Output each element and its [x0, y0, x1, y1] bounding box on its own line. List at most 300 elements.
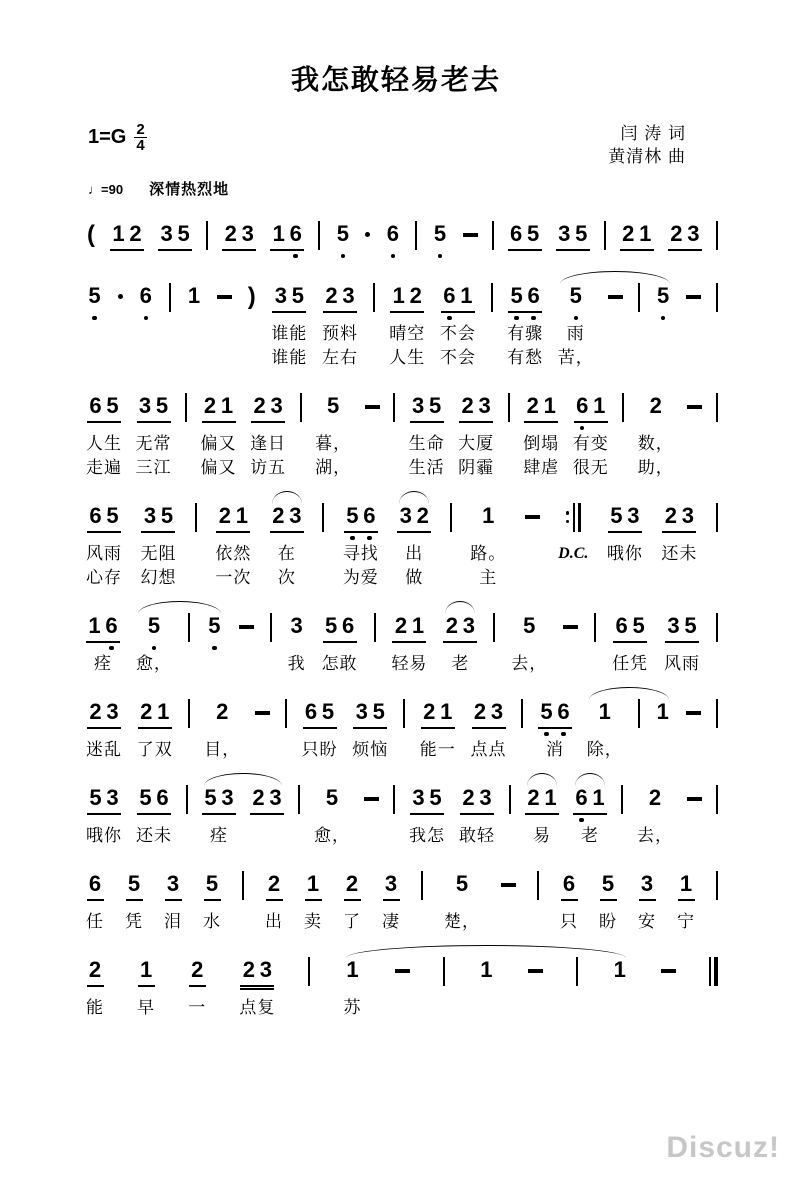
notation-zone	[443, 956, 445, 988]
dash-note	[364, 771, 379, 849]
note-group	[140, 489, 176, 591]
octave-dot-cell	[137, 816, 154, 825]
beam-underline	[538, 727, 572, 729]
notation-zone	[206, 612, 223, 644]
note-group	[638, 379, 674, 481]
arc-zone	[186, 771, 188, 784]
barline	[188, 685, 190, 763]
beam-underline	[323, 311, 357, 313]
note-digit: 1	[656, 699, 669, 724]
duration-dash	[686, 295, 701, 299]
digit-row	[202, 784, 236, 811]
lyric-syllable: 倒塌	[523, 434, 560, 453]
note-digit: 3	[412, 393, 425, 418]
arc-zone	[440, 269, 476, 282]
octave-dot-cell	[620, 252, 637, 261]
digit-stack	[384, 220, 401, 247]
notation-zone	[145, 612, 162, 644]
beam-underline	[137, 813, 171, 815]
octave-dot-cell	[476, 424, 493, 433]
arc-zone	[86, 269, 103, 282]
note-digit: 5	[89, 785, 102, 810]
beam-underline	[441, 311, 475, 313]
arc-zone	[110, 207, 144, 220]
note-digit: 5	[433, 221, 447, 246]
lyric-syllable: 迷乱	[86, 740, 122, 759]
arc-zone	[409, 379, 445, 392]
arc-zone	[560, 857, 578, 870]
octave-dot-zone	[288, 644, 306, 653]
low-octave-dot	[92, 316, 97, 321]
digit-stack	[165, 870, 182, 901]
octave-dot-cell	[334, 252, 351, 261]
octave-dot-zone	[421, 902, 423, 911]
beam-underline	[620, 249, 654, 251]
octave-dot-cell	[305, 902, 322, 911]
arc-zone	[450, 489, 452, 502]
octave-dot-cell	[410, 816, 427, 825]
arc-zone	[304, 857, 322, 870]
digit-row	[145, 612, 162, 639]
bar-group	[709, 956, 718, 986]
beam-underline	[250, 813, 284, 815]
arc-zone	[622, 379, 624, 392]
octave-dot-cell	[87, 534, 104, 543]
digit-row	[270, 220, 304, 247]
arc-zone	[247, 269, 257, 282]
octave-dot-cell	[104, 534, 121, 543]
octave-dot-zone	[300, 424, 302, 433]
note-digit: 1	[460, 283, 473, 308]
arc-zone	[334, 207, 351, 220]
arc-zone	[661, 943, 676, 956]
digit-stack	[141, 502, 175, 533]
notation-zone	[421, 698, 455, 730]
notation-zone	[608, 502, 642, 534]
lyric-syllable: 肆虐	[523, 458, 560, 477]
notation-zone	[647, 392, 664, 424]
beam-underline	[383, 899, 400, 901]
lyric-syllable: 宁	[677, 912, 695, 931]
arc-zone	[508, 379, 510, 392]
beam-underline	[323, 641, 357, 643]
digit-row	[240, 956, 274, 983]
notation-zone	[270, 612, 272, 644]
digit-stack	[478, 956, 495, 983]
digit-row	[478, 956, 495, 983]
notation-zone	[86, 282, 103, 314]
digit-stack	[525, 784, 559, 815]
digit-row	[137, 282, 154, 309]
lyric-syllable: 苦，	[557, 348, 594, 367]
note-digit: 2	[88, 957, 102, 982]
octave-dot-zone	[716, 644, 718, 653]
low-octave-dot	[531, 316, 536, 321]
arc-zone	[318, 207, 320, 220]
digit-row	[596, 698, 613, 725]
sheet-music-page	[0, 58, 792, 1164]
octave-dot-cell	[454, 902, 471, 911]
lyric-syllable: 无阻	[140, 544, 177, 563]
system-3	[86, 379, 718, 481]
lyric-syllable: 泪	[164, 912, 182, 931]
duration-dash	[661, 969, 676, 973]
arc-zone	[420, 685, 456, 698]
digit-stack	[600, 870, 617, 901]
arc-zone	[239, 943, 275, 956]
arc-zone	[594, 599, 596, 612]
note-group	[599, 857, 617, 935]
octave-dot-zone	[86, 730, 122, 739]
octave-dot-cell	[390, 314, 407, 323]
notation-zone	[600, 870, 617, 902]
notation-zone	[141, 502, 175, 534]
duration-dash	[463, 233, 478, 237]
octave-dot-zone	[573, 816, 607, 825]
octave-dot-zone	[501, 902, 516, 911]
notation-zone	[242, 870, 244, 902]
arc-zone	[687, 379, 702, 392]
note-group	[201, 379, 237, 481]
note-group	[265, 857, 283, 935]
notation-zone	[537, 870, 539, 902]
digit-stack	[508, 282, 542, 313]
digit-stack	[87, 956, 104, 987]
dash-note	[686, 269, 701, 371]
notation-zone	[365, 392, 380, 424]
arc-zone	[509, 771, 511, 784]
note-group	[664, 599, 700, 677]
octave-dot-cell	[158, 252, 175, 261]
arc-zone	[493, 599, 495, 612]
octave-dot-zone	[314, 816, 350, 825]
octave-dot-zone	[242, 902, 244, 911]
notation-zone	[222, 220, 256, 252]
notation-zone	[272, 282, 306, 314]
augmentation-dot	[365, 207, 370, 261]
digit-stack	[561, 870, 578, 901]
notation-zone	[169, 282, 171, 314]
octave-dot-cell	[158, 534, 175, 543]
lyric-syllable: 偏又	[200, 434, 237, 453]
notation-zone	[521, 612, 538, 644]
octave-dot-cell	[392, 644, 409, 653]
barline-mark	[716, 393, 718, 422]
digit-stack	[270, 220, 304, 251]
arc-zone	[204, 685, 240, 698]
note-group	[222, 207, 256, 261]
octave-dot-zone	[432, 252, 449, 261]
note-digit: 5	[455, 871, 469, 896]
notation-zone	[454, 870, 471, 902]
octave-dot-cell	[573, 252, 590, 261]
beam-underline	[272, 311, 306, 313]
octave-dot-zone	[508, 252, 542, 261]
duration-dash	[525, 515, 540, 519]
octave-dot-zone	[202, 816, 236, 825]
lyric-syllable: 安	[638, 912, 656, 931]
octave-dot-zone	[304, 902, 322, 911]
barline	[300, 379, 302, 481]
lyric-syllable: D.C.	[558, 545, 589, 562]
system-5	[86, 599, 718, 677]
note-digit: 6	[156, 785, 169, 810]
barline	[716, 685, 718, 763]
digit-stack	[441, 282, 475, 313]
note-group	[288, 599, 306, 677]
octave-dot-zone	[560, 902, 578, 911]
arc-zone	[458, 379, 494, 392]
octave-dot-zone	[318, 252, 320, 261]
note-digit: 6	[557, 699, 570, 724]
octave-dot-cell	[137, 424, 154, 433]
notation-zone	[647, 784, 664, 816]
lyric-syllable: 出	[265, 912, 283, 931]
note-group	[343, 857, 361, 935]
digit-stack	[665, 612, 699, 643]
note-digit: 5	[684, 613, 697, 638]
digit-row	[538, 698, 572, 725]
notation-zone	[567, 282, 584, 314]
thin-bar	[709, 957, 711, 986]
lyric-syllable: 能	[86, 998, 104, 1017]
octave-dot-zone	[270, 644, 272, 653]
lyric-syllable: 主	[479, 568, 498, 587]
octave-dot-cell	[257, 988, 274, 997]
arc-zone	[415, 207, 417, 220]
digit-stack	[678, 870, 695, 901]
beam-underline	[87, 985, 104, 987]
note-group	[186, 269, 203, 371]
notation-zone	[478, 956, 495, 988]
octave-dot-zone	[444, 902, 480, 911]
octave-dot-zone	[265, 902, 283, 911]
octave-dot-cell	[384, 252, 401, 261]
dash-note	[255, 685, 270, 763]
note-digit: 6	[88, 871, 102, 896]
final-double-bar	[709, 943, 718, 1021]
note-digit: 5	[336, 221, 349, 246]
note-group	[677, 857, 695, 935]
barline	[374, 599, 376, 677]
digit-stack	[596, 698, 613, 725]
digit-stack	[270, 502, 304, 533]
octave-dot-zone	[322, 314, 358, 323]
octave-dot-cell	[421, 730, 438, 739]
octave-dot-zone	[343, 534, 379, 543]
octave-dot-cell	[525, 314, 542, 323]
digit-row	[344, 956, 361, 983]
octave-dot-zone	[118, 314, 123, 323]
notation-zone	[622, 392, 624, 424]
digit-row	[288, 612, 305, 639]
arc-zone	[315, 379, 351, 392]
octave-dot-cell	[138, 730, 155, 739]
digit-stack	[410, 784, 444, 815]
barline-mark	[537, 871, 539, 900]
digit-stack	[574, 392, 608, 423]
octave-dot-cell	[630, 644, 647, 653]
note-group	[432, 207, 449, 261]
digit-stack	[222, 220, 256, 251]
beam-underline	[410, 813, 444, 815]
notation-zone	[491, 282, 493, 314]
octave-dot-zone	[716, 314, 718, 323]
notation-zone	[492, 220, 494, 252]
octave-dot-zone	[638, 902, 656, 911]
digit-row	[186, 282, 203, 309]
digit-row	[574, 392, 608, 419]
thin-bar	[573, 503, 575, 532]
beam-underline	[137, 421, 171, 423]
octave-dot-cell	[104, 730, 121, 739]
notation-zone	[521, 698, 523, 730]
digit-stack	[145, 612, 162, 639]
notation-zone	[186, 784, 188, 816]
octave-dot-cell	[477, 816, 494, 825]
digit-row	[508, 282, 542, 309]
digit-row	[390, 282, 424, 309]
arc-zone	[136, 771, 172, 784]
barline-mark	[716, 283, 718, 312]
beam-underline	[390, 311, 424, 313]
beam-underline	[87, 813, 121, 815]
digit-stack	[206, 612, 223, 639]
digit-stack	[303, 698, 337, 729]
barline	[318, 207, 320, 261]
digit-row	[158, 220, 192, 247]
digit-row	[608, 502, 642, 529]
digit-stack	[454, 870, 471, 897]
digit-row	[524, 392, 558, 419]
notation-zone	[185, 392, 187, 424]
arc-zone	[125, 857, 143, 870]
dash-note	[563, 599, 578, 677]
barline-mark	[421, 871, 423, 900]
note-digit: 3	[106, 785, 119, 810]
beam-underline	[421, 727, 455, 729]
digit-row	[443, 612, 477, 639]
note-digit: 5	[575, 221, 588, 246]
octave-dot-zone	[206, 252, 208, 261]
beam-underline	[600, 899, 617, 901]
octave-dot-zone	[638, 314, 640, 323]
system-6	[86, 685, 718, 763]
octave-dot-cell	[383, 902, 400, 911]
note-digit: 5	[510, 283, 523, 308]
octave-dot-zone	[393, 816, 395, 825]
dash-note	[463, 207, 478, 261]
note-digit: 3	[269, 785, 282, 810]
lyric-syllable: 出	[405, 544, 424, 563]
notation-zone	[188, 698, 190, 730]
digit-stack	[189, 956, 206, 987]
octave-dot-cell	[668, 252, 685, 261]
barline	[594, 599, 596, 677]
beam-underline	[87, 531, 121, 533]
octave-dot-cell	[137, 314, 154, 323]
notation-zone	[240, 956, 274, 988]
system-1	[86, 207, 718, 261]
note-digit: 1	[187, 283, 201, 308]
arc-zone	[432, 207, 449, 220]
octave-dot-zone	[384, 252, 401, 261]
barline	[716, 771, 718, 849]
note-digit: 6	[363, 503, 376, 528]
note-digit: 3	[289, 503, 302, 528]
barline-mark	[242, 871, 244, 900]
lyric-syllable: 谁能	[271, 348, 308, 367]
digit-row	[87, 502, 121, 529]
note-group	[560, 857, 578, 935]
note-digit: 2	[140, 699, 153, 724]
note-digit: 3	[160, 221, 173, 246]
digit-row	[325, 392, 342, 419]
octave-dot-zone	[537, 902, 539, 911]
beam-underline	[662, 531, 696, 533]
octave-dot-cell	[250, 816, 267, 825]
notation-zone	[266, 870, 283, 902]
note-digit: 6	[89, 503, 102, 528]
notation-zone	[322, 502, 324, 534]
octave-dot-zone	[86, 816, 122, 825]
note-group	[523, 379, 559, 481]
lyric-syllable: 生活	[408, 458, 445, 477]
barline-mark	[508, 393, 510, 422]
digit-row	[665, 612, 699, 639]
barline-mark	[594, 613, 596, 642]
arc-zone	[86, 685, 122, 698]
lyric-syllable: 有变	[572, 434, 609, 453]
thick-bar	[578, 503, 582, 532]
arc-zone	[136, 379, 172, 392]
digit-stack	[137, 282, 154, 309]
lyric-syllable: 次	[277, 568, 296, 587]
notation-zone	[288, 612, 305, 644]
notation-zone	[251, 392, 285, 424]
barline	[622, 379, 624, 481]
note-digit: 1	[592, 785, 605, 810]
arc-zone	[118, 269, 123, 282]
octave-dot-zone	[687, 816, 702, 825]
beam-underline	[608, 531, 642, 533]
octave-dot-cell	[266, 902, 283, 911]
octave-dot-zone	[343, 902, 361, 911]
note-group	[158, 207, 192, 261]
beam-underline	[222, 249, 256, 251]
repeat-dots	[566, 511, 570, 523]
notation-zone	[298, 784, 300, 816]
octave-dot-cell	[600, 902, 617, 911]
octave-dot-zone	[86, 644, 120, 653]
notation-zone	[716, 282, 718, 314]
notation-zone	[137, 784, 171, 816]
credits	[608, 122, 686, 168]
lyric-syllable: 数，	[637, 434, 674, 453]
notation-zone	[525, 784, 559, 816]
duration-dash	[255, 711, 270, 715]
digit-row	[137, 392, 171, 419]
octave-dot-cell	[555, 730, 572, 739]
digit-stack	[250, 784, 284, 815]
digit-stack	[567, 282, 584, 309]
arc-zone	[664, 599, 700, 612]
arc-zone	[343, 857, 361, 870]
notation-zone	[86, 612, 120, 644]
beam-underline	[460, 813, 494, 815]
notation-zone	[365, 220, 370, 252]
octave-dot-cell	[542, 816, 559, 825]
